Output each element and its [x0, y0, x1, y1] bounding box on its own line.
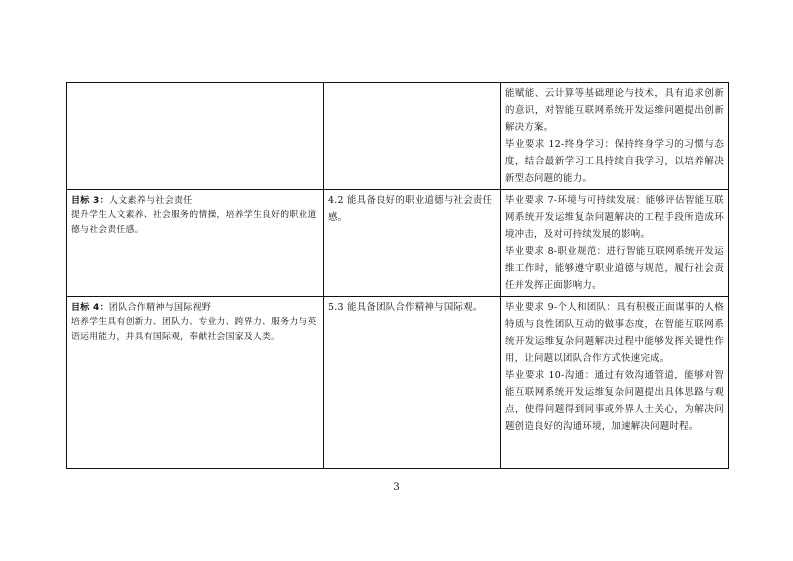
goal-heading: [71, 299, 319, 315]
requirement-text: 毕业要求 8-职业规范：进行智能互联网系统开发运维工作时，能够遵守职业道德与规范，履行社会责任并发挥正面影响力。: [505, 246, 724, 291]
requirement-text: 能赋能、云计算等基础理论与技术，具有追求创新的意识，对智能互联网系统开发运维问题提出创新解决方案。: [505, 88, 724, 133]
page-number: 3: [393, 482, 400, 493]
requirement-cell: [501, 297, 729, 469]
goal-title: 人文素养与社会责任: [108, 196, 193, 206]
goal-cell: [67, 297, 324, 469]
requirement-cell: [501, 83, 729, 190]
requirement-text: 毕业要求 10-沟通：通过有效沟通管道，能够对智能互联网系统开发运维复杂问题提出具体思路与观点，使得问题得到同事或外界人士关心，为解决问题创造良好的沟通环境，加速解决问题时程。: [505, 370, 724, 432]
indicator-text: 4.2 能具备良好的职业道德与社会责任感。: [328, 195, 493, 223]
table-row: [67, 297, 729, 469]
goal-title: 团队合作精神与国际视野: [108, 303, 212, 313]
table-row: [67, 83, 729, 190]
goal-heading: [71, 192, 319, 208]
indicator-cell: [324, 297, 501, 469]
requirement-text: 毕业要求 7-环境与可持续发展：能够评估智能互联网系统开发运维复杂问题解决的工程手段所造成环境冲击，及对可持续发展的影响。: [505, 195, 724, 240]
requirement-cell: [501, 190, 729, 297]
goal-description: 培养学生具有创新力、团队力、专业力、跨界力、服务力与英语运用能力，并具有国际观，奉献社会国家及人类。: [71, 317, 317, 342]
goal-cell: [67, 83, 324, 190]
indicator-text: 5.3 能具备团队合作精神与国际观。: [328, 302, 483, 313]
goal-description: 提升学生人文素养、社会服务的情操，培养学生良好的职业道德与社会责任感。: [71, 210, 317, 235]
goal-cell: [67, 190, 324, 297]
indicator-cell: [324, 190, 501, 297]
goal-label: 目标 3：: [71, 196, 109, 206]
requirement-text: 毕业要求 9-个人和团队：具有积极正面谋事的人格特质与良性团队互动的做事态度，在智能互联网系统开发运维复杂问题解决过程中能够发挥关键性作用，让问题以团队合作方式快速完成。: [505, 302, 724, 364]
indicator-cell: [324, 83, 501, 190]
goal-label: 目标 4：: [71, 303, 109, 313]
course-goals-table: [66, 82, 729, 469]
requirement-text: 毕业要求 12-终身学习：保持终身学习的习惯与态度，结合最新学习工具持续自我学习，以培养解决新型态问题的能力。: [505, 139, 724, 184]
table-row: [67, 190, 729, 297]
